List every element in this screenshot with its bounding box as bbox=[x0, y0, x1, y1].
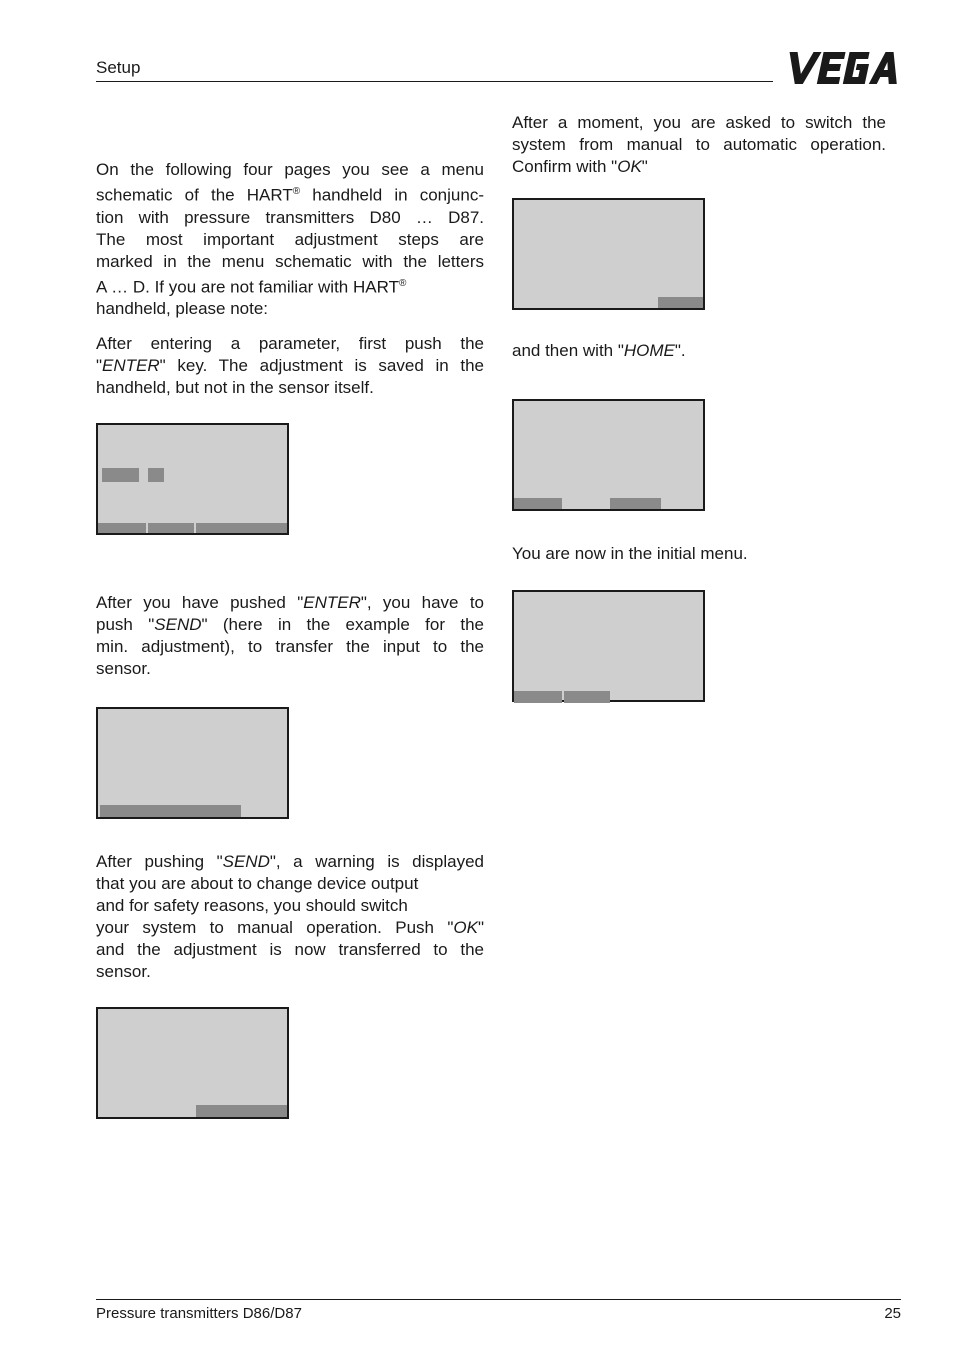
key-name: ENTER bbox=[102, 356, 160, 375]
field-highlight bbox=[102, 468, 139, 482]
text-span: " bbox=[641, 157, 648, 176]
handheld-screen-send bbox=[96, 707, 289, 819]
text-line bbox=[512, 340, 886, 362]
handheld-screen-initial bbox=[512, 590, 705, 702]
text-line bbox=[96, 614, 484, 636]
text-span: handheld in conjunc- bbox=[312, 185, 484, 205]
text-line: that you are about to change device output bbox=[96, 874, 419, 893]
key-name: HOME bbox=[623, 341, 675, 360]
key-name: SEND bbox=[154, 615, 202, 634]
initial-menu-paragraph bbox=[512, 543, 886, 565]
section-title: Setup bbox=[96, 58, 141, 77]
text-line: After a moment, you are asked to switch the bbox=[512, 113, 886, 132]
text-line: You are now in the initial menu. bbox=[512, 544, 748, 563]
handheld-screen-home bbox=[512, 399, 705, 511]
field-highlight bbox=[148, 468, 164, 482]
softkey-bar bbox=[100, 805, 241, 817]
text-span: your system to manual operation. Push " bbox=[96, 918, 454, 937]
softkey-bar bbox=[196, 523, 287, 533]
vega-logo bbox=[782, 50, 902, 86]
softkey-bar bbox=[610, 498, 661, 509]
page-number: 25 bbox=[884, 1305, 901, 1322]
softkey-bar bbox=[196, 1105, 287, 1117]
text-line bbox=[96, 355, 484, 377]
text-line: The most important adjustment steps are bbox=[96, 229, 484, 249]
registered-mark: ® bbox=[398, 277, 407, 289]
text-line: sensor. bbox=[96, 962, 151, 981]
softkey-bar bbox=[98, 523, 146, 533]
warning-paragraph bbox=[96, 851, 484, 983]
handheld-screen-warning bbox=[96, 1007, 289, 1119]
key-name: OK bbox=[453, 918, 478, 937]
footer-product: Pressure transmitters D86/D87 bbox=[96, 1305, 302, 1322]
text-line: tion with pressure transmitters D80 … D87. bbox=[96, 207, 484, 227]
text-span: A … D. If you are not familiar with HART bbox=[96, 277, 399, 297]
softkey-bar bbox=[514, 691, 562, 703]
text-line: system from manual to automatic operation. bbox=[512, 135, 886, 154]
text-line bbox=[96, 181, 484, 207]
text-line bbox=[96, 917, 484, 939]
text-line: and for safety reasons, you should switch bbox=[96, 896, 408, 915]
text-span: ". bbox=[674, 341, 686, 360]
text-line: After entering a parameter, first push the bbox=[96, 334, 484, 353]
text-line: handheld, please note: bbox=[96, 299, 269, 319]
text-span: Confirm with " bbox=[512, 157, 618, 176]
text-span: After pushing " bbox=[96, 852, 223, 871]
text-line bbox=[96, 592, 484, 614]
text-line bbox=[96, 851, 484, 873]
key-name: ENTER bbox=[303, 593, 361, 612]
send-paragraph bbox=[96, 592, 484, 680]
text-span: After you have pushed " bbox=[96, 593, 304, 612]
intro-paragraph bbox=[96, 159, 484, 320]
text-span: ", a warning is displayed bbox=[269, 852, 484, 871]
text-span: " (here in the example for the bbox=[201, 615, 484, 634]
text-span: and then with " bbox=[512, 341, 624, 360]
footer-rule bbox=[96, 1299, 901, 1300]
key-name: SEND bbox=[222, 852, 270, 871]
text-line bbox=[96, 273, 484, 299]
enter-paragraph bbox=[96, 333, 484, 399]
text-span: push " bbox=[96, 615, 155, 634]
key-name: OK bbox=[617, 157, 642, 176]
softkey-bar bbox=[514, 498, 562, 509]
text-span: " key. The adjustment is saved in the bbox=[159, 356, 484, 375]
softkey-bar bbox=[564, 691, 610, 703]
text-span: schematic of the HART bbox=[96, 185, 293, 205]
text-line: On the following four pages you see a menu bbox=[96, 160, 484, 179]
text-span: " bbox=[477, 918, 484, 937]
auto-paragraph bbox=[512, 112, 886, 178]
text-line: sensor. bbox=[96, 659, 151, 678]
text-span: " bbox=[96, 356, 103, 375]
header-rule bbox=[96, 81, 773, 82]
text-line: min. adjustment), to transfer the input to the bbox=[96, 637, 484, 656]
text-line: and the adjustment is now transferred to the bbox=[96, 940, 484, 959]
softkey-bar bbox=[148, 523, 194, 533]
softkey-bar bbox=[658, 297, 703, 308]
home-paragraph bbox=[512, 340, 886, 362]
text-line bbox=[512, 156, 886, 178]
text-line: handheld, but not in the sensor itself. bbox=[96, 378, 374, 397]
text-line: marked in the menu schematic with the letters bbox=[96, 251, 484, 271]
text-span: ", you have to bbox=[360, 593, 484, 612]
handheld-screen-enter bbox=[96, 423, 289, 535]
registered-mark: ® bbox=[292, 186, 301, 197]
handheld-screen-auto bbox=[512, 198, 705, 310]
